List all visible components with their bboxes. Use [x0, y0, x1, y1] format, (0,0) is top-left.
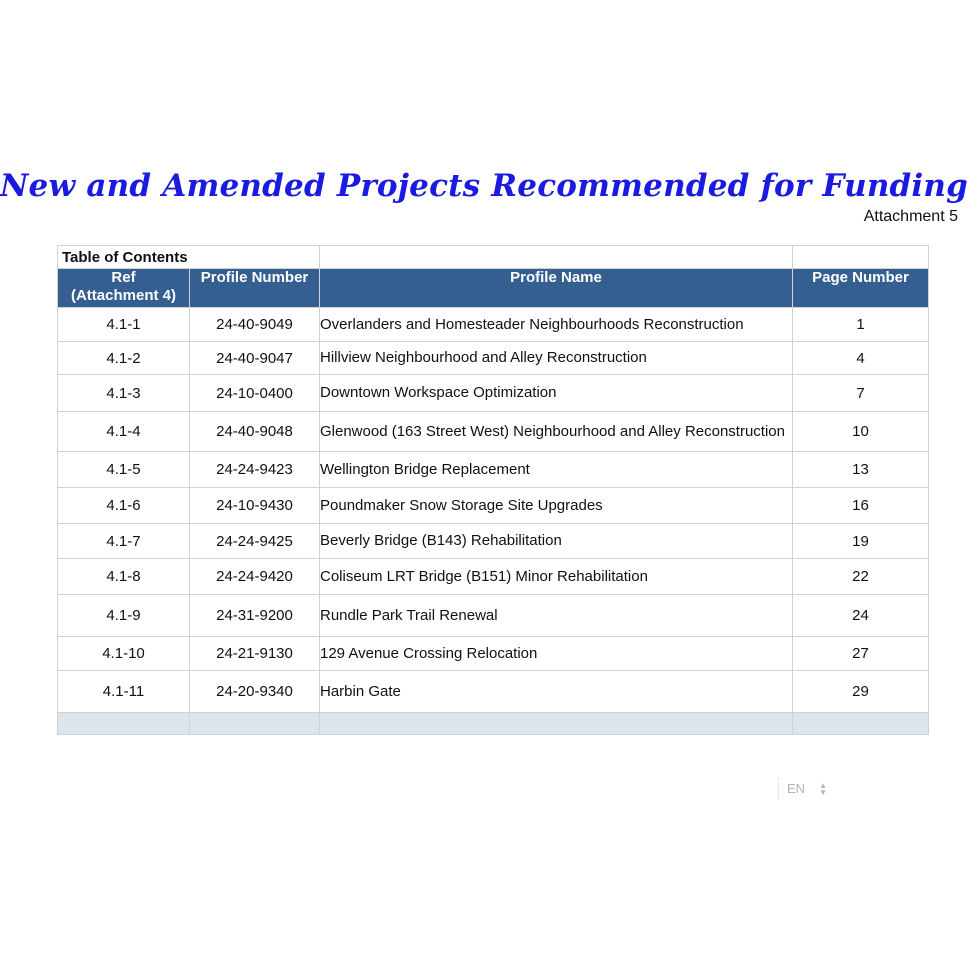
table-row [58, 671, 929, 713]
header-profile-name: Profile Name [320, 269, 793, 308]
header-ref-line1: Ref [111, 269, 136, 286]
row-ref: 4.1-8 [58, 559, 190, 595]
row-profile-number: 24-24-9425 [190, 524, 320, 559]
table-row [58, 342, 929, 375]
row-page-number: 13 [793, 452, 929, 488]
table-footer-row [58, 713, 929, 735]
row-profile-name: Wellington Bridge Replacement [320, 452, 793, 488]
table-row [58, 488, 929, 524]
table-row [58, 412, 929, 452]
table-caption: Table of Contents [58, 246, 320, 269]
row-page-number: 29 [793, 671, 929, 713]
row-profile-number: 24-20-9340 [190, 671, 320, 713]
row-profile-number: 24-40-9047 [190, 342, 320, 375]
row-ref: 4.1-6 [58, 488, 190, 524]
row-profile-number: 24-40-9049 [190, 308, 320, 342]
document-title: New and Amended Projects Recommended for Funding [0, 168, 969, 204]
row-page-number: 10 [793, 412, 929, 452]
language-value: EN [787, 781, 806, 796]
table-of-contents [57, 245, 929, 735]
row-ref: 4.1-2 [58, 342, 190, 375]
row-ref: 4.1-1 [58, 308, 190, 342]
row-profile-name: Harbin Gate [320, 671, 793, 713]
table-row [58, 595, 929, 637]
row-profile-number: 24-24-9423 [190, 452, 320, 488]
row-profile-name: Poundmaker Snow Storage Site Upgrades [320, 488, 793, 524]
row-profile-name: Rundle Park Trail Renewal [320, 595, 793, 637]
row-ref: 4.1-9 [58, 595, 190, 637]
row-page-number: 4 [793, 342, 929, 375]
row-ref: 4.1-3 [58, 375, 190, 412]
footer-cell [58, 713, 190, 735]
row-profile-number: 24-21-9130 [190, 637, 320, 671]
row-profile-name: Beverly Bridge (B143) Rehabilitation [320, 524, 793, 559]
footer-cell [190, 713, 320, 735]
row-profile-name: Overlanders and Homesteader Neighbourhoods Reconstruction [320, 308, 793, 342]
table-row [58, 637, 929, 671]
table-row [58, 375, 929, 412]
row-profile-name: 129 Avenue Crossing Relocation [320, 637, 793, 671]
footer-cell [320, 713, 793, 735]
row-page-number: 16 [793, 488, 929, 524]
table-row [58, 308, 929, 342]
row-ref: 4.1-7 [58, 524, 190, 559]
footer-cell [793, 713, 929, 735]
header-profile-number: Profile Number [190, 269, 320, 308]
row-profile-name: Coliseum LRT Bridge (B151) Minor Rehabilitation [320, 559, 793, 595]
row-ref: 4.1-10 [58, 637, 190, 671]
row-page-number: 22 [793, 559, 929, 595]
row-page-number: 24 [793, 595, 929, 637]
header-ref [58, 269, 190, 308]
table-caption-row [58, 246, 929, 269]
header-ref-line2: (Attachment 4) [70, 287, 176, 304]
row-profile-number: 24-10-9430 [190, 488, 320, 524]
row-profile-number: 24-10-0400 [190, 375, 320, 412]
up-down-chevron-icon: ▲ ▼ [819, 781, 827, 797]
header-page-number: Page Number [793, 269, 929, 308]
language-selector[interactable] [778, 778, 827, 800]
row-page-number: 7 [793, 375, 929, 412]
row-profile-name: Downtown Workspace Optimization [320, 375, 793, 412]
caption-empty-cell [793, 246, 929, 269]
row-profile-number: 24-31-9200 [190, 595, 320, 637]
row-page-number: 1 [793, 308, 929, 342]
caption-empty-cell [320, 246, 793, 269]
row-page-number: 19 [793, 524, 929, 559]
table-row [58, 524, 929, 559]
row-profile-name: Glenwood (163 Street West) Neighbourhood and Alley Reconstruction [320, 412, 793, 452]
table-row [58, 452, 929, 488]
table-header-row [58, 269, 929, 308]
row-ref: 4.1-11 [58, 671, 190, 713]
table-row [58, 559, 929, 595]
row-page-number: 27 [793, 637, 929, 671]
attachment-label: Attachment 5 [863, 208, 958, 225]
row-profile-number: 24-40-9048 [190, 412, 320, 452]
row-profile-name: Hillview Neighbourhood and Alley Reconstruction [320, 342, 793, 375]
row-profile-number: 24-24-9420 [190, 559, 320, 595]
row-ref: 4.1-5 [58, 452, 190, 488]
row-ref: 4.1-4 [58, 412, 190, 452]
